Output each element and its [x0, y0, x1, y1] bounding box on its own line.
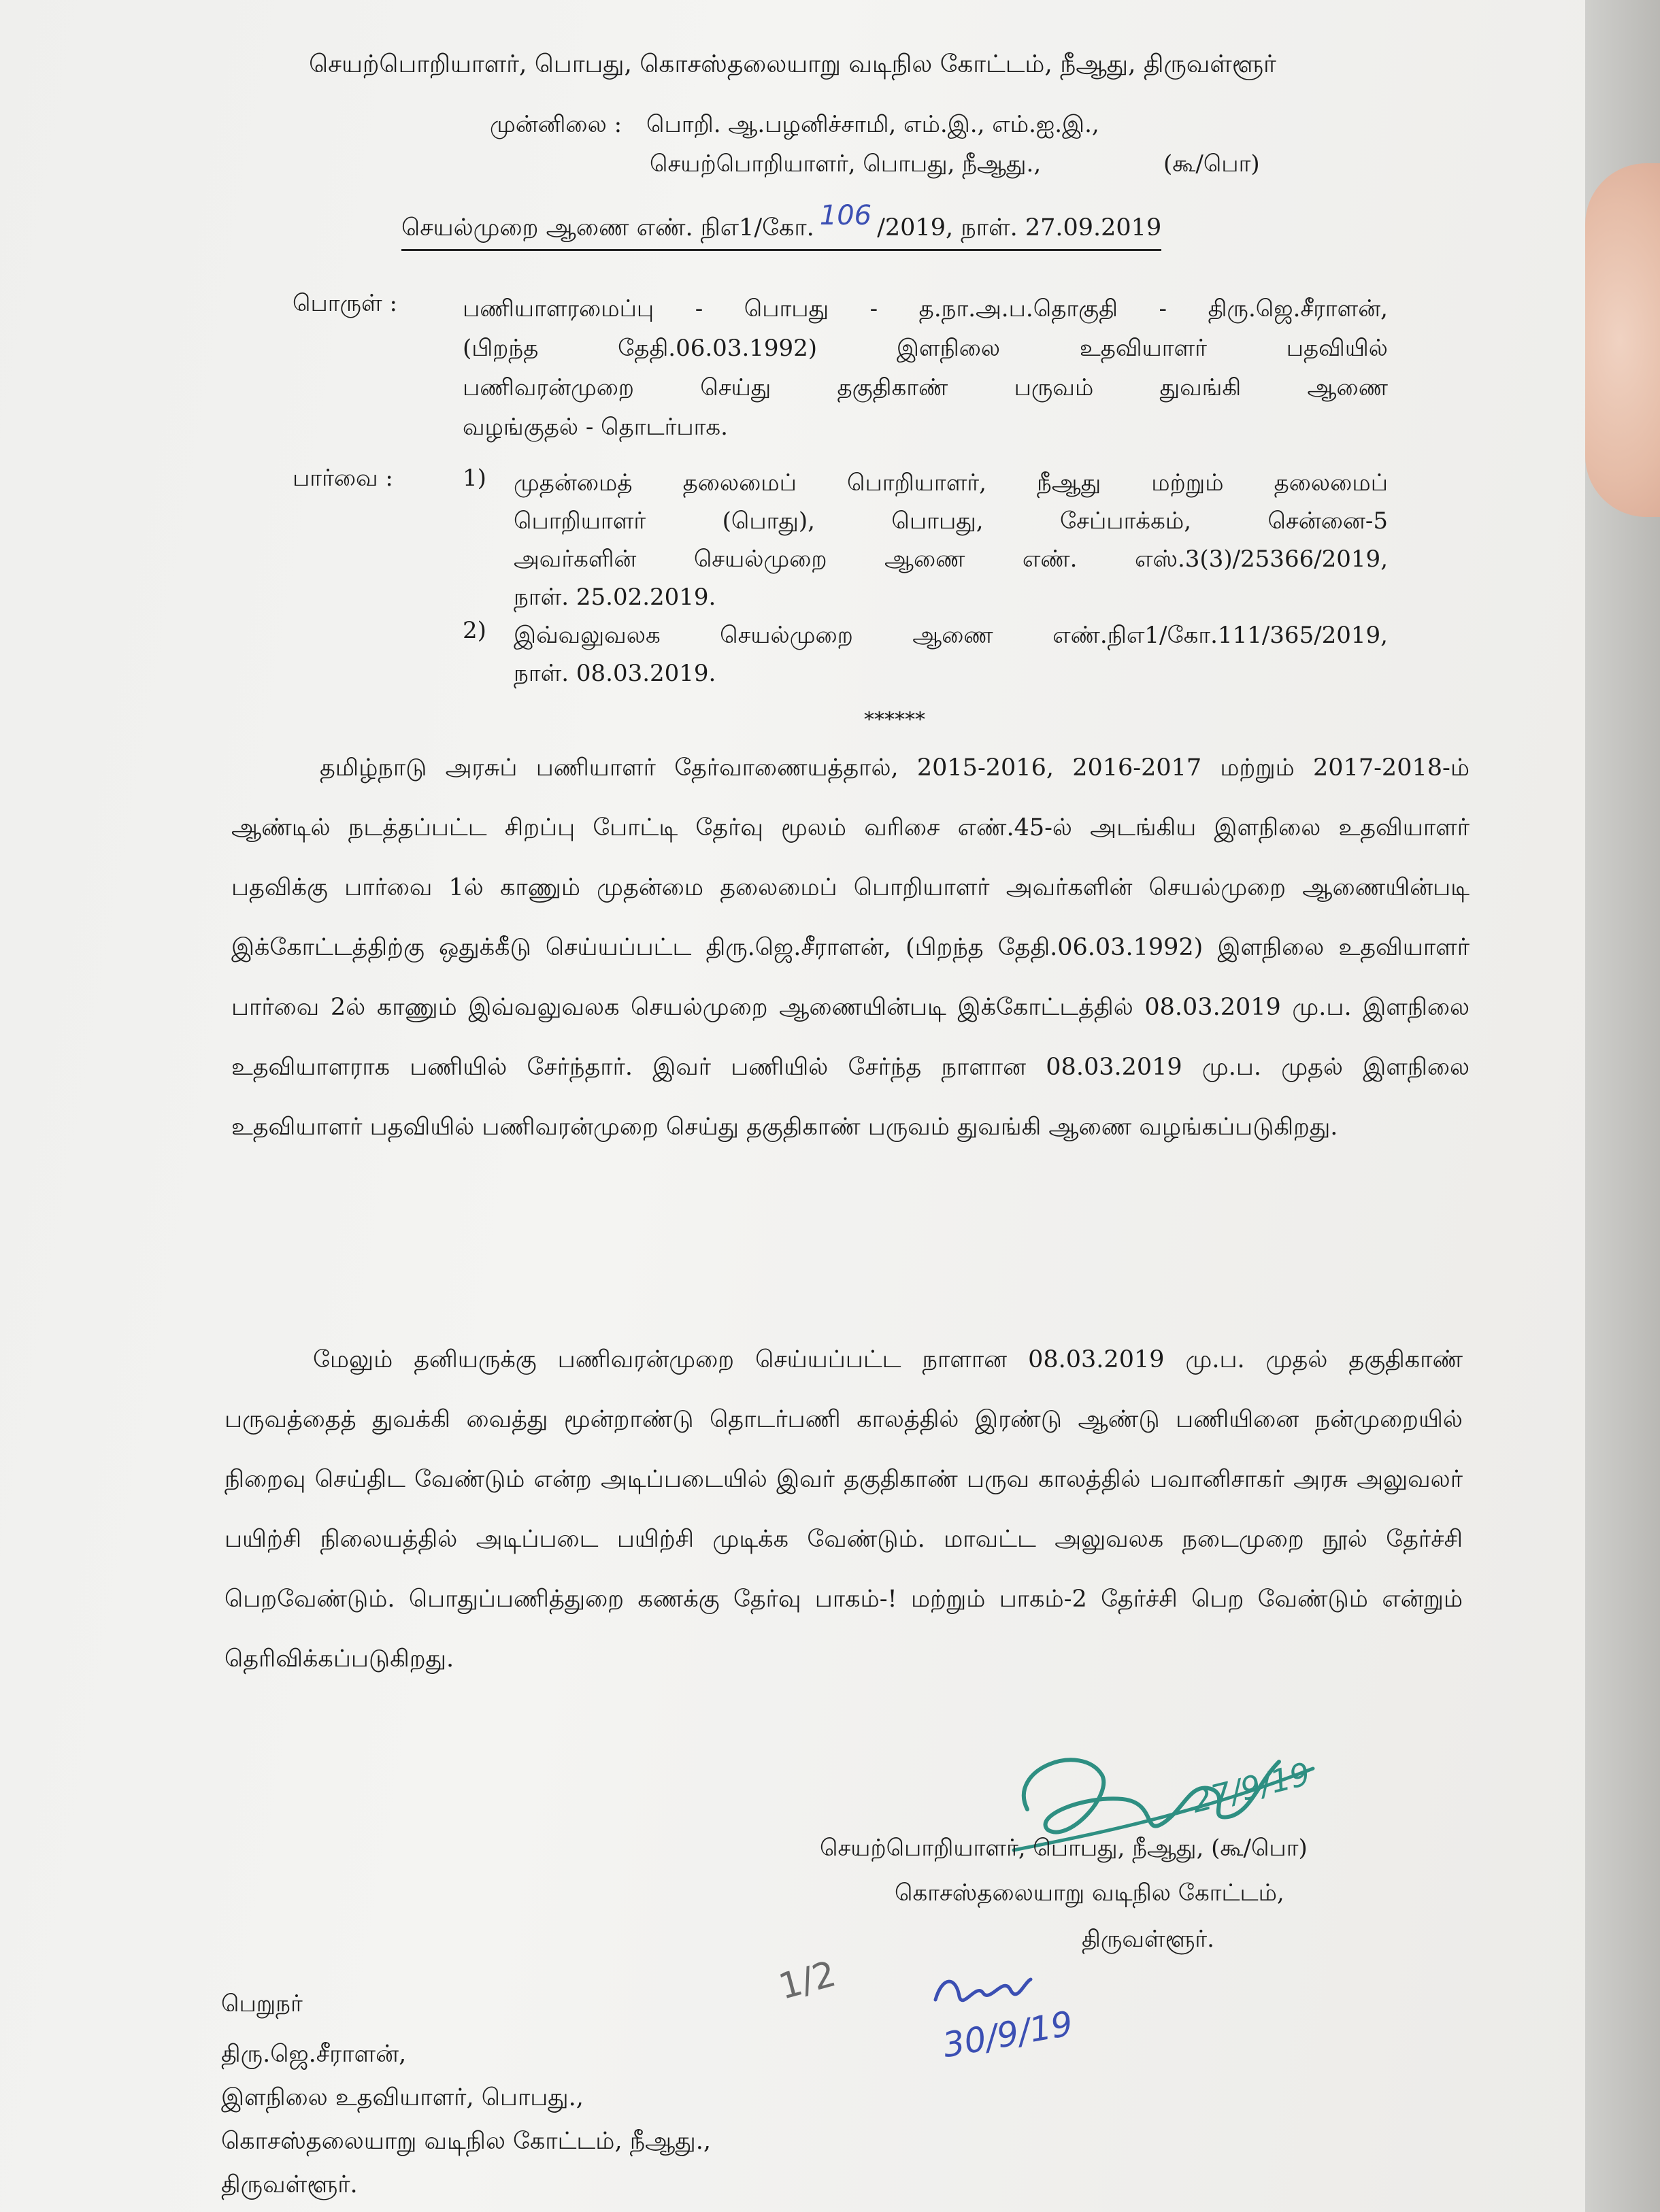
reference-item	[514, 464, 1388, 616]
signatory-line-2: கொசஸ்தலையாறு வடிநில கோட்டம்,	[895, 1879, 1284, 1907]
recipient-label: பெறுநர்	[221, 1990, 303, 2017]
subject-line: பணிவரன்முறை செய்து தகுதிகாண் பருவம் துவங்கி ஆணை	[463, 374, 1388, 401]
subject-text	[463, 289, 1388, 447]
subject-line: வழங்குதல் - தொடர்பாக.	[463, 414, 728, 441]
signatory-line-3: திருவள்ளூர்.	[1082, 1926, 1214, 1953]
body-paragraph-1: தமிழ்நாடு அரசுப் பணியாளர் தேர்வாணையத்தால், 2015-2016, 2016-2017 மற்றும் 2017-2018-ம் ஆண்டில் நடத்தப்பட்ட சிறப்பு போட்டி தேர்வு மூலம் வரிசை எண்.45-ல் அடங்கிய இளநிலை உதவியாளர் பதவிக்கு பார்வை 1ல் காணும் முதன்மை தலைமைப் பொறியாளர் அவர்களின் செயல்முறை ஆணையின்படி இக்கோட்டத்திற்கு ஒதுக்கீடு செய்யப்பட்ட திரு.ஜெ.சீராளன், (பிறந்த தேதி.06.03.1992) இளநிலை உதவியாளர் பார்வை 2ல் காணும் இவ்வலுவலக செயல்முறை ஆணையின்படி இக்கோட்டத்தில் 08.03.2019 மு.ப. இளநிலை உதவியாளராக பணியில் சேர்ந்தார். இவர் பணியில் சேர்ந்த நாளான 08.03.2019 மு.ப. முதல் இளநிலை உதவியாளர் பதவியில் பணிவரன்முறை செய்து தகுதிகாண் பருவம் துவங்கி ஆணை வழங்கப்படுகிறது.	[231, 754, 1470, 1141]
blue-initials-mark	[929, 1962, 1038, 2017]
office-header: செயற்பொறியாளர், பொபது, கொசஸ்தலையாறு வடிநில கோட்டம், நீஆது, திருவள்ளூர்	[309, 50, 1276, 78]
signature-mark	[986, 1714, 1340, 1891]
references-label: பார்வை :	[293, 465, 393, 492]
blue-handwritten-date: 30/9/19	[940, 2003, 1076, 2066]
reference-number: 1)	[463, 465, 486, 492]
subject-line: (பிறந்த தேதி.06.03.1992) இளநிலை உதவியாளர் பதவியில்	[463, 335, 1388, 362]
recipient-line: திருவள்ளூர்.	[221, 2171, 358, 2198]
recipient-address	[221, 2032, 711, 2207]
reference-line: நாள். 08.03.2019.	[514, 660, 716, 687]
reference-line: முதன்மைத் தலைமைப் பொறியாளர், நீஆது மற்றும் தலைமைப்	[514, 469, 1388, 497]
presence-name: பொறி. ஆ.பழனிச்சாமி, எம்.இ., எம்.ஐ.இ.,	[646, 111, 1099, 138]
pencil-mark: 1/2	[774, 1954, 840, 2008]
presence-designation: செயற்பொறியாளர், பொபது, நீஆது.,	[650, 150, 1042, 178]
signatory-line-1: செயற்பொறியாளர், பொபது, நீஆது, (கூ/பொ)	[820, 1834, 1308, 1862]
order-number-line	[401, 200, 1162, 251]
reference-line: நாள். 25.02.2019.	[514, 584, 716, 611]
reference-number: 2)	[463, 617, 486, 644]
order-suffix: /2019, நாள். 27.09.2019	[877, 214, 1162, 241]
recipient-line: திரு.ஜெ.சீராளன்,	[221, 2041, 407, 2068]
reference-line: அவர்களின் செயல்முறை ஆணை எண். எஸ்.3(3)/25366/2019,	[514, 546, 1388, 573]
recipient-line: இளநிலை உதவியாளர், பொபது.,	[221, 2084, 584, 2111]
finger-shadow	[1585, 163, 1660, 517]
subject-label: பொருள் :	[293, 290, 397, 317]
reference-line: இவ்வலுவலக செயல்முறை ஆணை எண்.நிஎ1/கோ.111/365/2019,	[514, 622, 1388, 649]
order-handwritten-number: 106	[819, 200, 872, 231]
presence-label: முன்னிலை :	[490, 111, 622, 138]
order-prefix: செயல்முறை ஆணை எண். நிஎ1/கோ.	[401, 214, 814, 241]
reference-line: பொறியாளர் (பொது), பொபது, சேப்பாக்கம், சென்னை-5	[514, 507, 1388, 535]
reference-item	[514, 616, 1388, 692]
recipient-line: கொசஸ்தலையாறு வடிநில கோட்டம், நீஆது.,	[221, 2128, 711, 2155]
presence-suffix: (கூ/பொ)	[1163, 150, 1260, 178]
subject-line: பணியாளரமைப்பு - பொபது - த.நா.அ.ப.தொகுதி - திரு.ஜெ.சீராளன்,	[463, 295, 1388, 322]
separator-stars: ******	[864, 708, 925, 732]
body-paragraph-2: மேலும் தனியருக்கு பணிவரன்முறை செய்யப்பட்ட நாளான 08.03.2019 மு.ப. முதல் தகுதிகாண் பருவத்தைத் துவக்கி வைத்து மூன்றாண்டு தொடர்பணி காலத்தில் இரண்டு ஆண்டு பணியினை நன்முறையில் நிறைவு செய்திட வேண்டும் என்ற அடிப்படையில் இவர் தகுதிகாண் பருவ காலத்தில் பவானிசாகர் அரசு அலுவலர் பயிற்சி நிலையத்தில் அடிப்படை பயிற்சி முடிக்க வேண்டும். மாவட்ட அலுவலக நடைமுறை நூல் தேர்ச்சி பெறவேண்டும். பொதுப்பணித்துறை கணக்கு தேர்வு பாகம்-! மற்றும் பாகம்-2 தேர்ச்சி பெற வேண்டும் என்றும் தெரிவிக்கப்படுகிறது.	[225, 1346, 1463, 1673]
signature-date-handwritten: 27/9/19	[1187, 1755, 1314, 1820]
